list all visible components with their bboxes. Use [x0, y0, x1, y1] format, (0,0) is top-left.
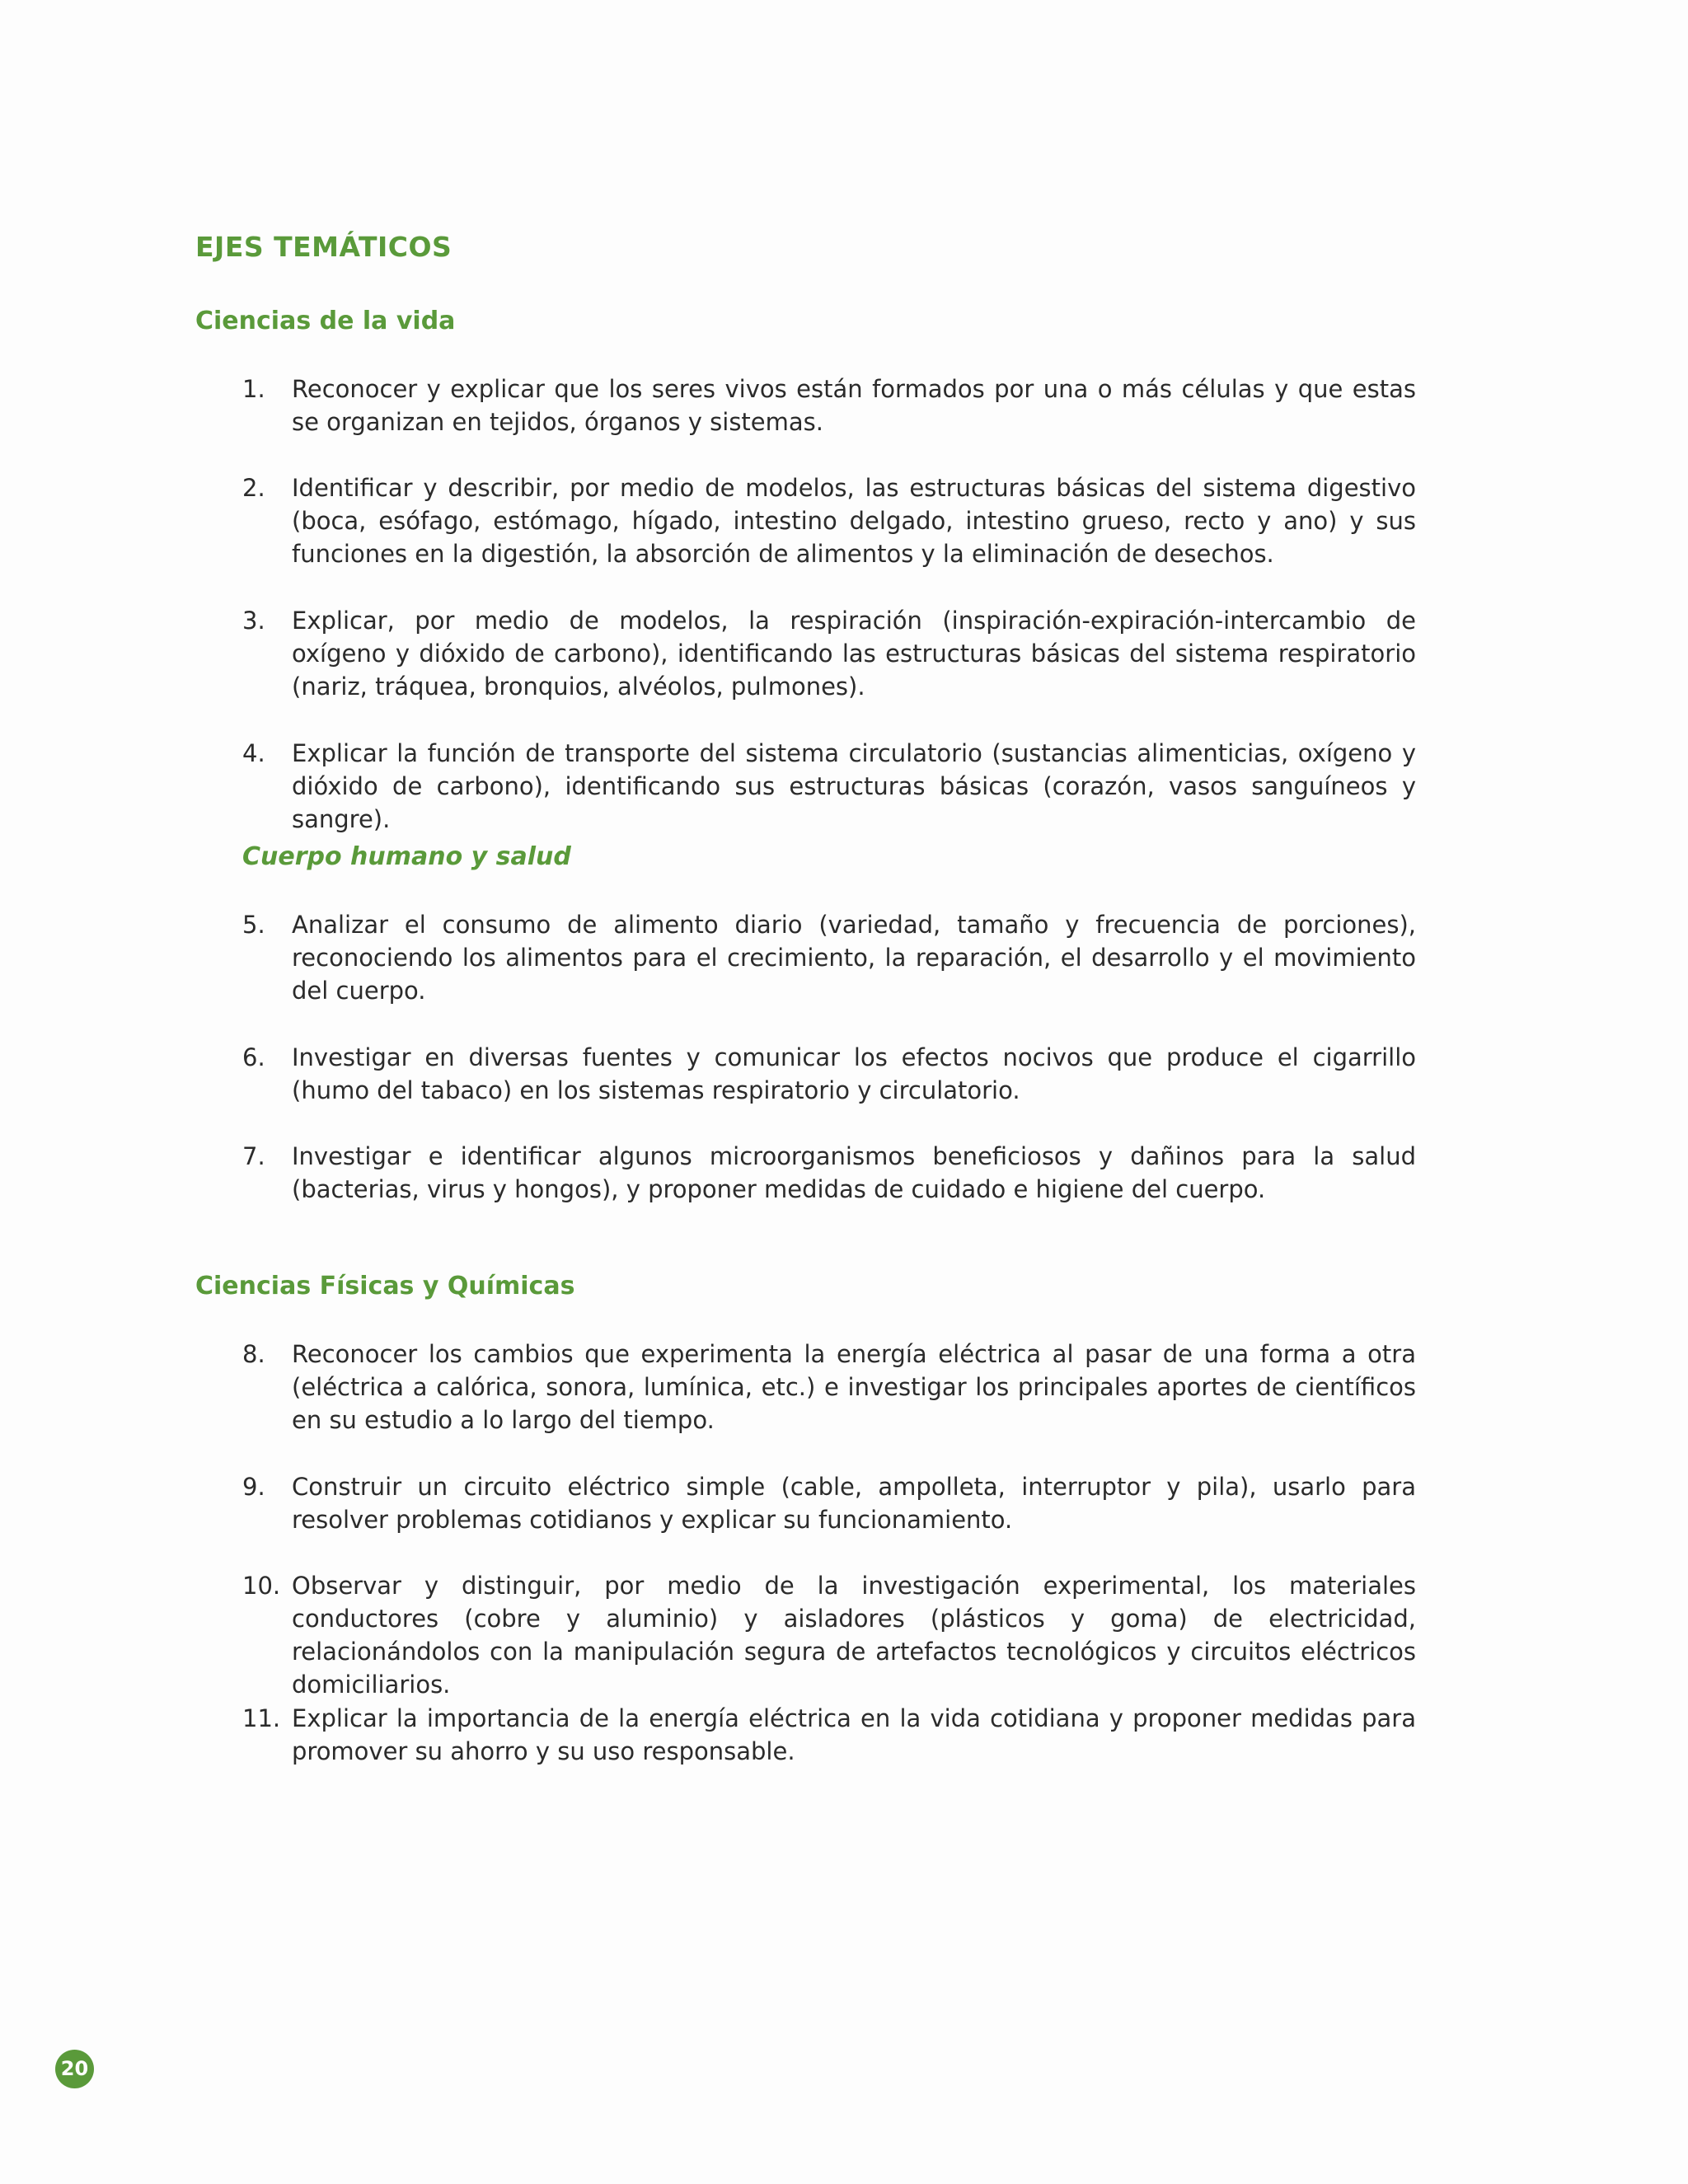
page-title: EJES TEMÁTICOS — [195, 231, 452, 263]
item-text: Investigar e identificar algunos microorganismos beneficiosos y dañinos para la salud (bacterias, virus y hongos), y proponer medidas de cuidado e higiene del cuerpo. — [292, 1142, 1416, 1203]
list-item — [242, 737, 1416, 836]
item-number: 11. — [242, 1704, 281, 1732]
item-text: Reconocer los cambios que experimenta la energía eléctrica al pasar de una forma a otra (eléctrica a calórica, sonora, lumínica, etc.) e investigar los principales aportes de científicos en su estudio a lo largo del tiempo. — [292, 1340, 1416, 1434]
list-item — [242, 604, 1416, 703]
item-text: Investigar en diversas fuentes y comunicar los efectos nocivos que produce el cigarrillo (humo del tabaco) en los sistemas respiratorio y circulatorio. — [292, 1043, 1416, 1104]
page-number-badge: 20 — [55, 2050, 94, 2088]
item-text: Reconocer y explicar que los seres vivos están formados por una o más células y que estas se organizan en tejidos, órganos y sistemas. — [292, 375, 1416, 436]
list-item — [242, 908, 1416, 1007]
item-text: Construir un circuito eléctrico simple (cable, ampolleta, interruptor y pila), usarlo para resolver problemas cotidianos y explicar su funcionamiento. — [292, 1473, 1416, 1534]
item-number: 3. — [242, 607, 265, 635]
subheading-human-body-health: Cuerpo humano y salud — [242, 842, 571, 871]
item-number: 5. — [242, 911, 265, 939]
item-text: Explicar, por medio de modelos, la respiración (inspiración-expiración-intercambio de oxígeno y dióxido de carbono), identificando las estructuras básicas del sistema respiratorio (nariz, tráquea, bronquios, alvéolos, pulmones). — [292, 607, 1416, 701]
item-text: Identificar y describir, por medio de modelos, las estructuras básicas del sistema digestivo (boca, esófago, estómago, hígado, intestino delgado, intestino grueso, recto y ano) y sus funciones en la digestión, la absorción de alimentos y la eliminación de desechos. — [292, 474, 1416, 568]
item-text: Explicar la función de transporte del sistema circulatorio (sustancias alimenticias, oxígeno y dióxido de carbono), identificando sus estructuras básicas (corazón, vasos sanguíneos y sangre). — [292, 739, 1416, 833]
item-text: Observar y distinguir, por medio de la investigación experimental, los materiales conductores (cobre y aluminio) y aisladores (plásticos y goma) de electricidad, relacionándolos con la manipulación segura de artefactos tecnológicos y circuitos eléctricos domiciliarios. — [292, 1572, 1416, 1699]
item-number: 7. — [242, 1142, 265, 1170]
list-item — [242, 1702, 1416, 1768]
item-text: Explicar la importancia de la energía eléctrica en la vida cotidiana y proponer medidas para promover su ahorro y su uso responsable. — [292, 1704, 1416, 1765]
item-number: 9. — [242, 1473, 265, 1501]
item-number: 8. — [242, 1340, 265, 1368]
list-item — [242, 373, 1416, 438]
list-item — [242, 471, 1416, 570]
list-item — [242, 1569, 1416, 1701]
item-number: 4. — [242, 739, 265, 767]
item-number: 2. — [242, 474, 265, 502]
item-text: Analizar el consumo de alimento diario (variedad, tamaño y frecuencia de porciones), reconociendo los alimentos para el crecimiento, la reparación, el desarrollo y el movimiento del cuerpo. — [292, 911, 1416, 1005]
section-heading-life-sciences: Ciencias de la vida — [195, 307, 456, 335]
list-item — [242, 1041, 1416, 1107]
section-heading-physics-chemistry: Ciencias Físicas y Químicas — [195, 1272, 575, 1301]
list-item — [242, 1338, 1416, 1436]
item-number: 6. — [242, 1043, 265, 1071]
item-number: 1. — [242, 375, 265, 403]
list-item — [242, 1470, 1416, 1536]
item-number: 10. — [242, 1572, 281, 1600]
list-item — [242, 1140, 1416, 1206]
